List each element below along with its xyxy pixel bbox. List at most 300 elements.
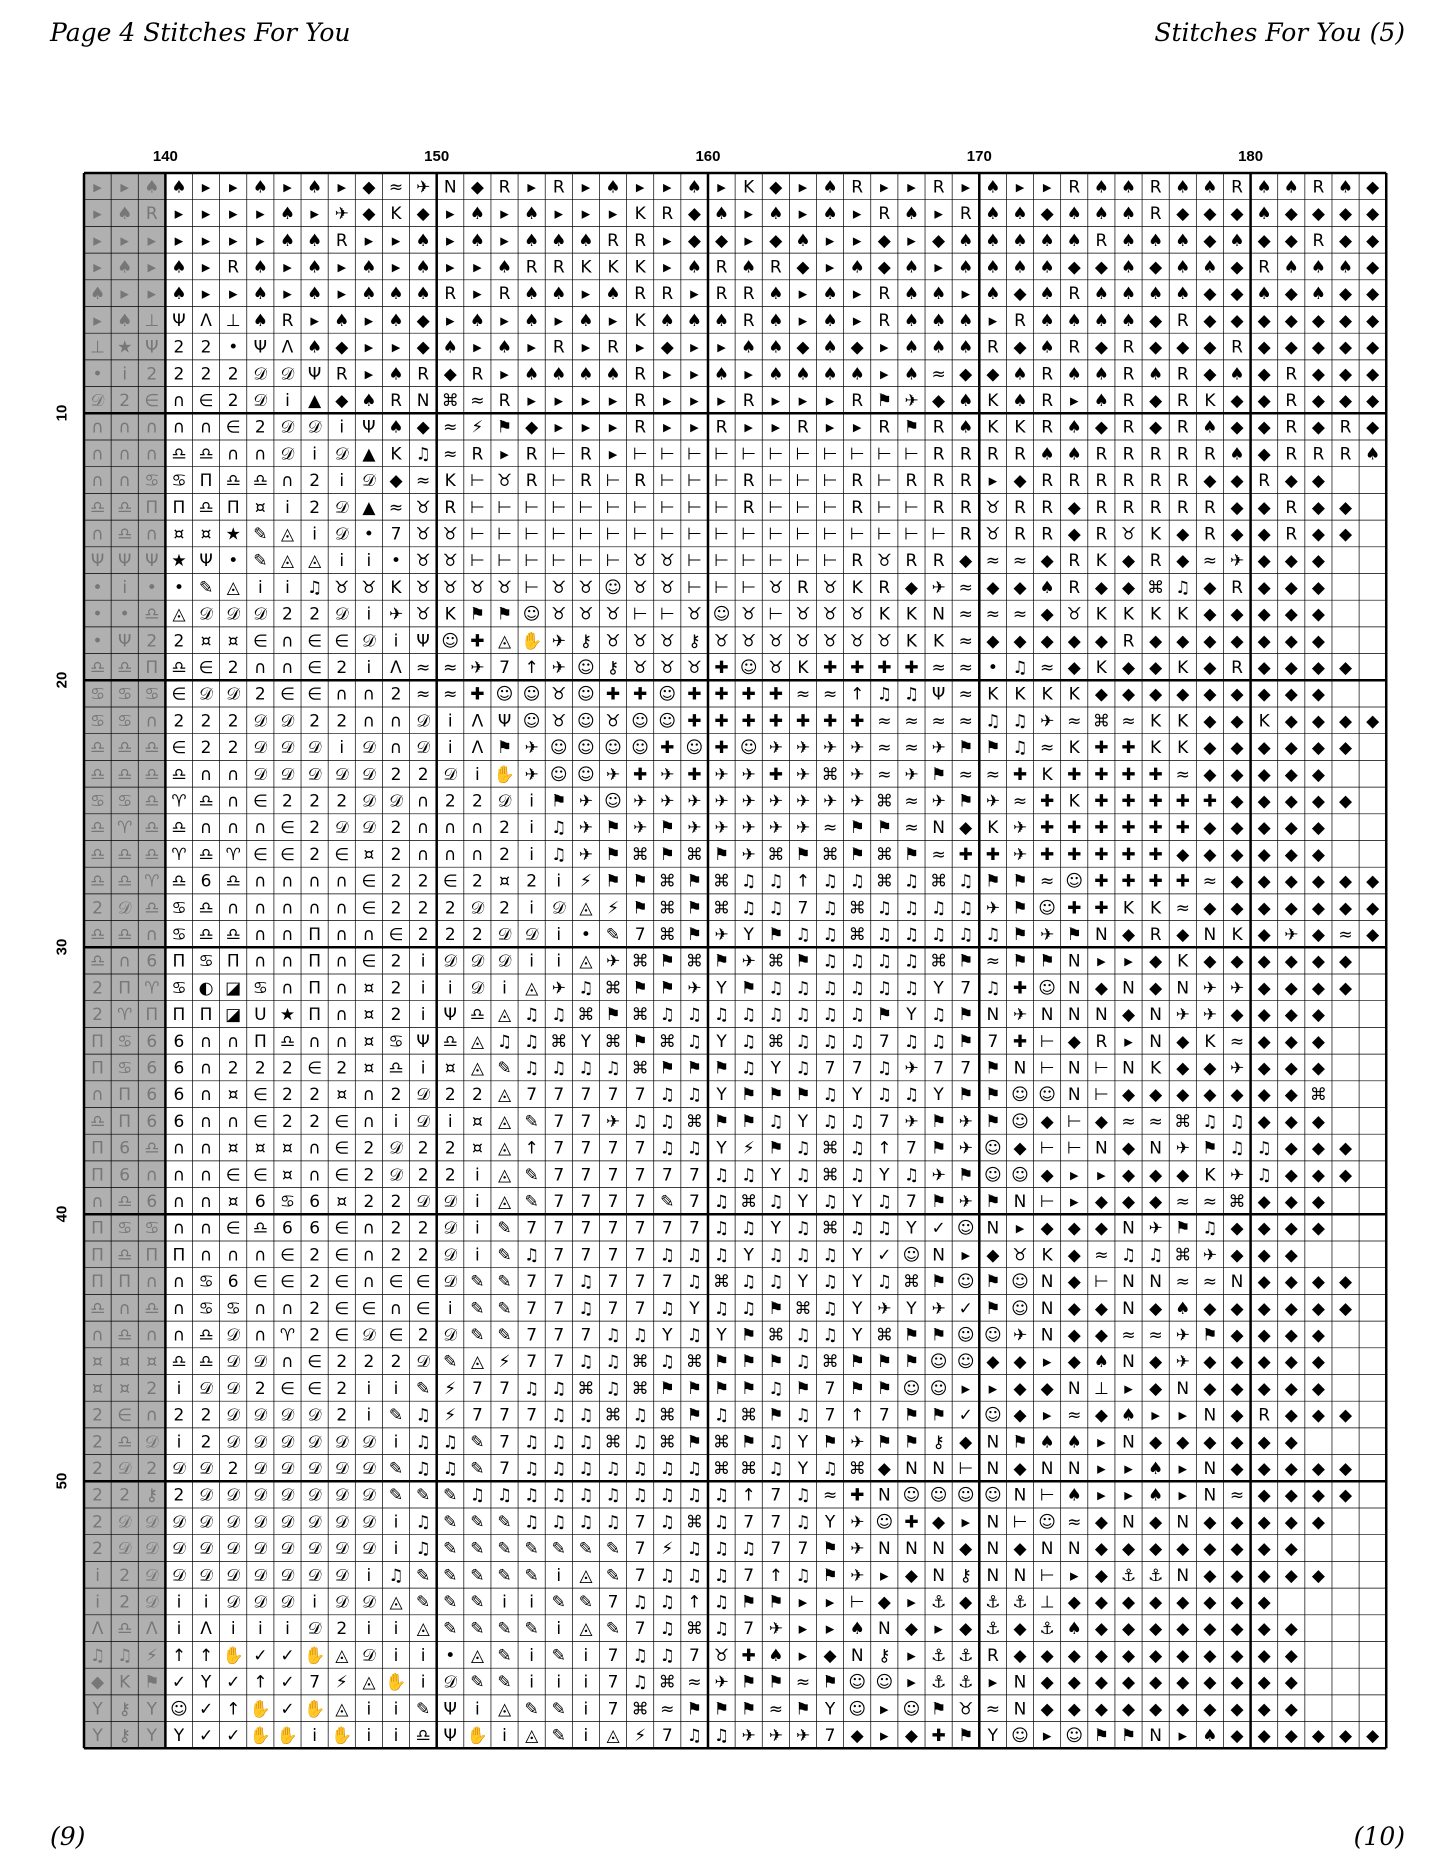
stitch-symbol: 7 — [553, 1138, 565, 1159]
stitch-symbol: ⚑ — [1175, 1218, 1191, 1239]
stitch-symbol: ♠ — [1175, 1298, 1191, 1319]
stitch-symbol: Y — [797, 1111, 809, 1132]
stitch-symbol: 𝒟 — [443, 951, 458, 972]
stitch-symbol: ≈ — [904, 711, 919, 732]
stitch-symbol: ◆ — [1311, 524, 1325, 545]
stitch-symbol: ◆ — [1339, 284, 1353, 305]
stitch-symbol: ▸ — [771, 417, 781, 438]
stitch-symbol: ∩ — [226, 764, 240, 785]
stitch-symbol: ♉ — [686, 604, 703, 625]
stitch-symbol: ¤ — [471, 1138, 483, 1159]
stitch-symbol: 7 — [634, 1298, 646, 1319]
stitch-symbol: R — [525, 444, 538, 465]
stitch-symbol: 𝒟 — [253, 711, 268, 732]
stitch-symbol: 𝒟 — [280, 1485, 295, 1506]
stitch-symbol: Y — [906, 1218, 917, 1239]
stitch-symbol: 2 — [336, 1619, 348, 1640]
stitch-symbol: ⌘ — [550, 1031, 568, 1052]
stitch-symbol: ◆ — [1284, 1191, 1298, 1212]
stitch-symbol: ♠ — [171, 177, 187, 198]
stitch-symbol: 𝒟 — [470, 978, 485, 999]
stitch-symbol: ♉ — [822, 604, 838, 625]
overlap-symbol: ♈ — [117, 818, 133, 839]
stitch-symbol: ◆ — [986, 1245, 1000, 1266]
stitch-symbol: ▸ — [364, 230, 374, 251]
stitch-symbol: ♠ — [1066, 1619, 1082, 1640]
overlap-symbol: 2 — [146, 631, 158, 652]
stitch-symbol: ◆ — [1311, 1031, 1325, 1052]
stitch-symbol: ♫ — [415, 444, 431, 465]
stitch-symbol: 6 — [173, 1058, 185, 1079]
stitch-symbol: ◆ — [1230, 711, 1244, 732]
stitch-symbol: R — [1339, 417, 1352, 438]
overlap-symbol: Ψ — [117, 631, 132, 652]
stitch-symbol: N — [1040, 1298, 1054, 1319]
overlap-symbol: 2 — [119, 1485, 131, 1506]
stitch-symbol: ♫ — [632, 1458, 648, 1479]
stitch-symbol: ⊢ — [876, 444, 892, 465]
stitch-symbol: ♉ — [632, 577, 648, 598]
stitch-symbol: N — [1067, 1005, 1081, 1026]
stitch-symbol: ▸ — [635, 177, 645, 198]
stitch-symbol: 𝒟 — [470, 951, 485, 972]
stitch-symbol: ◆ — [1257, 1272, 1271, 1293]
stitch-symbol: i — [176, 1432, 182, 1453]
stitch-symbol: ✎ — [497, 1325, 512, 1346]
stitch-symbol: ◆ — [1149, 631, 1163, 652]
stitch-symbol: ✚ — [1148, 764, 1163, 785]
stitch-symbol: i — [176, 1619, 182, 1640]
stitch-symbol: ♫ — [903, 924, 920, 945]
stitch-symbol: ▸ — [201, 284, 211, 305]
stitch-symbol: ♋ — [171, 924, 187, 945]
stitch-symbol: 2 — [336, 1058, 348, 1079]
overlap-symbol: ⚷ — [145, 1485, 159, 1506]
stitch-symbol: ♫ — [659, 1645, 675, 1666]
stitch-symbol: ▸ — [581, 204, 591, 225]
stitch-symbol: ▸ — [1124, 951, 1133, 972]
stitch-symbol: ◆ — [1067, 1298, 1081, 1319]
stitch-symbol: ∩ — [281, 898, 294, 919]
stitch-symbol: ✈ — [795, 1725, 811, 1746]
stitch-symbol: ♫ — [741, 1218, 757, 1239]
stitch-symbol: 𝒟 — [416, 738, 430, 759]
stitch-symbol: ♫ — [795, 1058, 811, 1079]
stitch-symbol: ∩ — [281, 871, 294, 892]
stitch-symbol: ♫ — [741, 1058, 757, 1079]
overlap-symbol: ♎ — [89, 738, 106, 759]
overlap-symbol: ¤ — [119, 1378, 131, 1399]
stitch-symbol: ◆ — [1149, 310, 1163, 331]
stitch-symbol: ♠ — [1337, 257, 1354, 278]
stitch-symbol: ◆ — [1311, 898, 1325, 919]
stitch-symbol: ▸ — [364, 310, 374, 331]
stitch-symbol: 2 — [444, 898, 456, 919]
stitch-symbol: i — [420, 951, 426, 972]
stitch-symbol: 7 — [553, 1352, 565, 1373]
stitch-symbol: ◆ — [1203, 1565, 1217, 1586]
stitch-symbol: R — [851, 390, 864, 411]
stitch-symbol: ♎ — [252, 1218, 268, 1239]
stitch-symbol: ▸ — [1042, 177, 1052, 198]
stitch-symbol: 2 — [227, 390, 239, 411]
stitch-symbol: ⚑ — [768, 924, 784, 945]
stitch-symbol: ▸ — [201, 230, 211, 251]
stitch-symbol: ◆ — [932, 390, 946, 411]
overlap-symbol: ♫ — [89, 1645, 106, 1666]
stitch-symbol: ◆ — [1311, 1165, 1325, 1186]
stitch-symbol: ▸ — [1178, 1485, 1188, 1506]
stitch-symbol: 7 — [607, 1672, 619, 1693]
stitch-symbol: ∩ — [172, 1218, 186, 1239]
stitch-symbol: ◆ — [1176, 551, 1190, 572]
overlap-symbol: ♎ — [117, 1432, 133, 1453]
stitch-symbol: ◬ — [172, 604, 186, 625]
stitch-symbol: 2 — [390, 1218, 402, 1239]
stitch-symbol: 2 — [309, 791, 321, 812]
stitch-symbol: ◆ — [1040, 204, 1054, 225]
stitch-symbol: ≈ — [768, 1699, 783, 1720]
stitch-symbol: ✈ — [524, 738, 539, 759]
stitch-symbol: ◆ — [1067, 1672, 1081, 1693]
stitch-symbol: ⊢ — [551, 524, 567, 545]
stitch-symbol: 7 — [607, 1298, 619, 1319]
stitch-symbol: ⚑ — [903, 1352, 920, 1373]
stitch-symbol: ◆ — [850, 337, 864, 358]
stitch-symbol: ♉ — [876, 631, 892, 652]
stitch-symbol: ▸ — [880, 1725, 889, 1746]
stitch-symbol: 7 — [580, 1245, 592, 1266]
stitch-symbol: ✋ — [249, 1725, 271, 1746]
stitch-symbol: ♠ — [795, 364, 811, 385]
stitch-symbol: ✈ — [741, 951, 756, 972]
stitch-symbol: 𝒟 — [226, 1378, 241, 1399]
stitch-symbol: ◆ — [1366, 1725, 1380, 1746]
stitch-symbol: ♫ — [496, 1485, 513, 1506]
stitch-symbol: ▸ — [337, 257, 347, 278]
stitch-symbol: R — [1068, 284, 1081, 305]
stitch-symbol: ⊢ — [849, 524, 865, 545]
stitch-symbol: R — [1068, 577, 1081, 598]
stitch-symbol: ◆ — [1067, 497, 1081, 518]
stitch-symbol: ♠ — [1012, 257, 1028, 278]
stitch-symbol: ◆ — [416, 310, 430, 331]
stitch-symbol: R — [1285, 390, 1298, 411]
stitch-symbol: ⚑ — [958, 738, 974, 759]
stitch-symbol: 2 — [309, 844, 321, 865]
stitch-symbol: ♠ — [822, 337, 838, 358]
stitch-symbol: ◆ — [1284, 551, 1298, 572]
stitch-symbol: ◆ — [1094, 1325, 1108, 1346]
column-label: 170 — [966, 148, 992, 165]
stitch-symbol: 2 — [471, 791, 483, 812]
stitch-symbol: ♫ — [795, 924, 811, 945]
stitch-symbol: ♠ — [768, 204, 784, 225]
stitch-symbol: 𝒟 — [362, 1325, 376, 1346]
stitch-symbol: ⊢ — [687, 471, 702, 492]
overlap-symbol: ★ — [117, 337, 133, 358]
stitch-symbol: ◆ — [1339, 951, 1353, 972]
overlap-symbol: i — [95, 1565, 100, 1586]
stitch-symbol: ✚ — [768, 764, 783, 785]
stitch-symbol: 7 — [661, 1272, 673, 1293]
stitch-symbol: ¤ — [254, 497, 266, 518]
stitch-symbol: Y — [689, 1298, 700, 1319]
stitch-symbol: ◆ — [1257, 898, 1271, 919]
stitch-symbol: ↑ — [850, 1405, 865, 1426]
stitch-symbol: ⊢ — [822, 524, 838, 545]
stitch-symbol: ✚ — [1067, 764, 1082, 785]
stitch-symbol: 𝒟 — [253, 1592, 268, 1613]
stitch-symbol: ☺ — [983, 1405, 1002, 1426]
stitch-symbol: ✎ — [524, 1699, 539, 1720]
stitch-symbol: ↑ — [226, 1699, 241, 1720]
stitch-symbol: ☺ — [604, 738, 622, 759]
stitch-symbol: N — [1040, 1458, 1054, 1479]
stitch-symbol: ◆ — [1257, 604, 1271, 625]
stitch-symbol: ∩ — [172, 1298, 186, 1319]
stitch-symbol: ∈ — [225, 1165, 241, 1186]
stitch-symbol: 𝒟 — [199, 1378, 213, 1399]
stitch-symbol: ▸ — [880, 177, 889, 198]
stitch-symbol: R — [878, 284, 891, 305]
stitch-symbol: ◆ — [1339, 657, 1353, 678]
stitch-symbol: N — [1176, 978, 1190, 999]
stitch-symbol: R — [1095, 471, 1108, 492]
stitch-symbol: ∈ — [361, 898, 377, 919]
stitch-symbol: i — [556, 924, 562, 945]
stitch-symbol: ⚑ — [713, 844, 730, 865]
stitch-symbol: ✚ — [660, 738, 675, 759]
stitch-symbol: ✈ — [1229, 1165, 1245, 1186]
stitch-symbol: ▸ — [690, 284, 699, 305]
stitch-symbol: ♫ — [605, 1352, 621, 1373]
stitch-symbol: ☺ — [631, 711, 650, 732]
stitch-symbol: 2 — [471, 924, 483, 945]
stitch-symbol: ⌘ — [821, 1218, 839, 1239]
stitch-symbol: ♫ — [958, 898, 974, 919]
stitch-symbol: ◆ — [1339, 1485, 1353, 1506]
stitch-symbol: ✈ — [904, 1111, 919, 1132]
stitch-symbol: ≈ — [1121, 1111, 1136, 1132]
stitch-symbol: R — [498, 390, 511, 411]
stitch-symbol: ⊢ — [1039, 1485, 1055, 1506]
stitch-symbol: ♫ — [822, 978, 838, 999]
stitch-symbol: ▸ — [961, 1245, 970, 1266]
stitch-symbol: ♠ — [578, 310, 594, 331]
stitch-symbol: ♉ — [713, 1645, 730, 1666]
stitch-symbol: ▸ — [744, 230, 753, 251]
stitch-symbol: ⚑ — [686, 1699, 703, 1720]
overlap-symbol: ▸ — [93, 177, 102, 198]
stitch-symbol: ☺ — [522, 711, 541, 732]
stitch-symbol: ≈ — [795, 684, 811, 705]
stitch-symbol: ▸ — [581, 337, 591, 358]
stitch-symbol: ♫ — [741, 1005, 757, 1026]
overlap-symbol: ♎ — [89, 657, 106, 678]
stitch-symbol: ≈ — [1202, 1272, 1218, 1293]
stitch-symbol: ▸ — [1124, 1485, 1133, 1506]
stitch-symbol: ▸ — [445, 230, 455, 251]
stitch-symbol: ☺ — [549, 764, 568, 785]
stitch-symbol: 7 — [553, 1325, 565, 1346]
stitch-symbol: ✎ — [605, 1565, 621, 1586]
stitch-symbol: ≈ — [1039, 738, 1055, 759]
stitch-symbol: ♠ — [306, 257, 323, 278]
stitch-symbol: 𝒟 — [497, 951, 512, 972]
stitch-symbol: ◆ — [1203, 1619, 1217, 1640]
stitch-symbol: ▸ — [1124, 1458, 1133, 1479]
stitch-symbol: 7 — [689, 1218, 700, 1239]
stitch-symbol: ⌘ — [930, 951, 948, 972]
overlap-symbol: ♎ — [89, 497, 106, 518]
stitch-symbol: ♫ — [578, 1432, 594, 1453]
stitch-symbol: ◆ — [1203, 204, 1217, 225]
stitch-symbol: R — [498, 177, 511, 198]
stitch-symbol: ⚓ — [930, 1592, 947, 1613]
stitch-symbol: ⌘ — [631, 844, 649, 865]
stitch-symbol: 2 — [444, 791, 456, 812]
stitch-symbol: ♎ — [388, 1058, 404, 1079]
stitch-symbol: 𝒟 — [280, 444, 295, 465]
stitch-symbol: ♋ — [252, 978, 268, 999]
stitch-symbol: Y — [852, 1085, 863, 1106]
stitch-symbol: ♠ — [1066, 1485, 1082, 1506]
stitch-symbol: ▸ — [1069, 390, 1079, 411]
stitch-symbol: R — [1285, 497, 1298, 518]
stitch-symbol: ◆ — [1284, 1512, 1298, 1533]
stitch-symbol: ♠ — [958, 417, 974, 438]
overlap-symbol: ▸ — [147, 257, 157, 278]
stitch-symbol: N — [1040, 1272, 1054, 1293]
stitch-symbol: 2 — [390, 844, 402, 865]
stitch-symbol: ▸ — [663, 417, 672, 438]
stitch-symbol: i — [393, 1432, 399, 1453]
stitch-symbol: i — [285, 390, 290, 411]
stitch-symbol: ♫ — [849, 1165, 865, 1186]
stitch-symbol: i — [366, 1725, 372, 1746]
stitch-symbol: 6 — [200, 871, 212, 892]
stitch-symbol: ✈ — [931, 791, 946, 812]
stitch-symbol: ⚑ — [686, 924, 703, 945]
stitch-symbol: ◆ — [1339, 898, 1353, 919]
stitch-symbol: R — [1149, 924, 1162, 945]
stitch-symbol: i — [257, 577, 263, 598]
stitch-symbol: ▸ — [825, 257, 835, 278]
stitch-symbol: ☺ — [875, 1512, 894, 1533]
stitch-symbol: ◆ — [1311, 390, 1325, 411]
stitch-symbol: ◆ — [1121, 551, 1136, 572]
stitch-symbol: ⌘ — [658, 924, 676, 945]
stitch-symbol: ▸ — [527, 177, 536, 198]
stitch-symbol: ☺ — [739, 657, 758, 678]
stitch-symbol: ♉ — [849, 604, 865, 625]
stitch-symbol: ≈ — [985, 551, 1000, 572]
stitch-symbol: ◆ — [1284, 1699, 1298, 1720]
stitch-symbol: ♫ — [985, 924, 1001, 945]
stitch-symbol: ⚑ — [741, 1699, 757, 1720]
stitch-symbol: R — [1231, 177, 1243, 198]
row-label: 50 — [53, 1472, 71, 1490]
stitch-symbol: ♫ — [551, 1005, 567, 1026]
stitch-symbol: ⚑ — [1012, 898, 1028, 919]
stitch-symbol: ♫ — [659, 1619, 675, 1640]
overlap-symbol: 2 — [119, 390, 131, 411]
stitch-symbol: 𝒟 — [443, 1245, 458, 1266]
overlap-symbol: ∩ — [145, 417, 159, 438]
stitch-symbol: 2 — [200, 711, 212, 732]
stitch-symbol: 7 — [580, 1138, 592, 1159]
stitch-symbol: ✎ — [443, 1539, 458, 1560]
stitch-symbol: ♫ — [605, 1512, 621, 1533]
stitch-symbol: ✈ — [551, 978, 566, 999]
stitch-symbol: ♉ — [713, 631, 730, 652]
stitch-symbol: ⚑ — [985, 1191, 1001, 1212]
stitch-symbol: ♋ — [388, 1031, 404, 1052]
stitch-symbol: ◆ — [1366, 711, 1380, 732]
stitch-symbol: ♠ — [958, 337, 974, 358]
stitch-symbol: ⚑ — [659, 818, 675, 839]
stitch-symbol: 2 — [417, 1245, 429, 1266]
stitch-symbol: i — [366, 1699, 372, 1720]
stitch-symbol: ◆ — [1149, 1298, 1163, 1319]
stitch-symbol: ⊢ — [469, 471, 485, 492]
stitch-symbol: 2 — [309, 471, 321, 492]
stitch-symbol: ☺ — [577, 711, 595, 732]
stitch-symbol: Y — [662, 1325, 673, 1346]
overlap-symbol: Π — [145, 1005, 159, 1026]
stitch-symbol: 𝒟 — [362, 738, 376, 759]
stitch-symbol: 𝒟 — [334, 497, 349, 518]
stitch-symbol: ✚ — [605, 684, 621, 705]
stitch-symbol: ♠ — [1120, 257, 1137, 278]
stitch-symbol: N — [1095, 1005, 1108, 1026]
stitch-symbol: ◆ — [1149, 1085, 1163, 1106]
stitch-symbol: Y — [852, 1272, 863, 1293]
stitch-symbol: ♠ — [930, 284, 947, 305]
stitch-symbol: ≈ — [416, 471, 431, 492]
stitch-symbol: K — [1177, 951, 1189, 972]
stitch-symbol: ◆ — [1203, 898, 1217, 919]
stitch-symbol: K — [580, 257, 592, 278]
stitch-symbol: ♫ — [632, 1485, 648, 1506]
stitch-symbol: ✚ — [741, 1645, 756, 1666]
stitch-symbol: ◬ — [497, 1138, 512, 1159]
stitch-symbol: ◆ — [1366, 177, 1380, 198]
stitch-symbol: 2 — [254, 1058, 266, 1079]
stitch-symbol: ◆ — [1203, 1352, 1217, 1373]
stitch-symbol: 𝒟 — [226, 1539, 241, 1560]
stitch-symbol: ◆ — [1094, 1619, 1108, 1640]
stitch-symbol: ▲ — [362, 444, 376, 465]
stitch-symbol: ◬ — [280, 524, 295, 545]
stitch-symbol: ▸ — [608, 204, 618, 225]
stitch-symbol: ♫ — [822, 1298, 838, 1319]
stitch-symbol: 𝒟 — [172, 1512, 186, 1533]
stitch-symbol: ✈ — [741, 844, 756, 865]
stitch-symbol: ◆ — [986, 1352, 1000, 1373]
stitch-symbol: ♠ — [1039, 337, 1055, 358]
overlap-symbol: 2 — [146, 364, 158, 385]
stitch-symbol: ≈ — [958, 604, 973, 625]
stitch-symbol: ✚ — [1012, 978, 1028, 999]
stitch-symbol: ♠ — [958, 390, 974, 411]
stitch-symbol: ♫ — [876, 898, 892, 919]
stitch-symbol: ✎ — [605, 1619, 621, 1640]
overlap-symbol: ♎ — [144, 844, 160, 865]
stitch-symbol: ⊢ — [578, 497, 594, 518]
stitch-symbol: ⚑ — [632, 978, 648, 999]
